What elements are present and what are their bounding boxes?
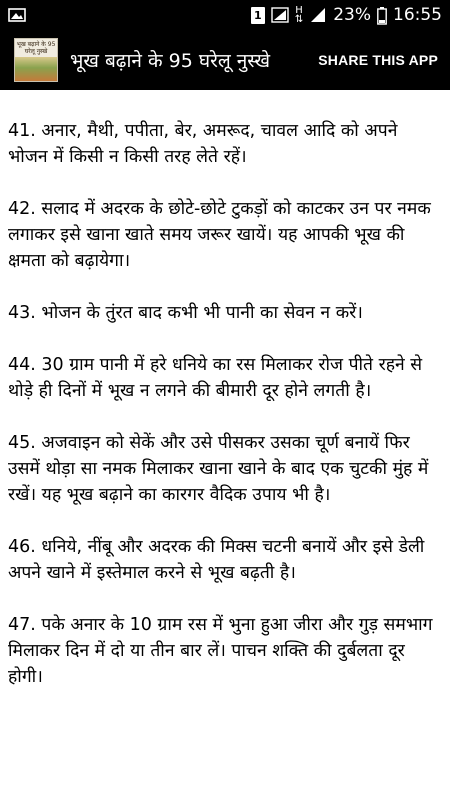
signal-strength-icon: [271, 7, 289, 23]
app-bar: [0, 30, 450, 90]
content-scroll-area[interactable]: [0, 90, 450, 800]
battery-percent: 23%: [333, 5, 371, 25]
status-left: [8, 7, 26, 23]
signal-bars-icon: [309, 7, 327, 23]
image-notification-icon: [8, 7, 26, 23]
sim-slot-badge: 1: [251, 7, 265, 24]
tip-item: 46. धनिये, नींबू और अदरक की मिक्स चटनी बनायें और इसे डेली अपने खाने में इस्तेमाल करने से भूख बढ़ती है।: [8, 537, 425, 583]
tip-item: 45. अजवाइन को सेकें और उसे पीसकर उसका चूर्ण बनायें फिर उसमें थोड़ा सा नमक मिलाकर खाना खाने के बाद एक चुटकी मुंह में रखें। यह भूख बढ़ाने का कारगर वैदिक उपाय भी है।: [8, 433, 429, 505]
share-app-button[interactable]: SHARE THIS APP: [318, 52, 438, 68]
app-title: भूख बढ़ाने के 95 घरेलू नुस्खे: [70, 50, 271, 72]
tip-item: 42. सलाद में अदरक के छोटे-छोटे टुकड़ों को काटकर उन पर नमक लगाकर इसे खाना खाते समय जरूर खायें। यह आपकी भूख की क्षमता को बढ़ायेगा।: [8, 199, 431, 271]
network-type-indicator: [295, 6, 303, 24]
tip-item: 43. भोजन के तुंरत बाद कभी भी पानी का सेवन न करें।: [8, 303, 363, 323]
network-type-label: H: [295, 5, 303, 16]
battery-icon: [377, 7, 387, 23]
app-logo-text: भूख बढ़ाने के 95 घरेलू नुस्खे: [16, 41, 56, 55]
app-logo: [14, 38, 58, 82]
data-arrows-icon: ⇅: [294, 14, 304, 25]
status-bar: [0, 0, 450, 30]
clock: 16:55: [393, 5, 442, 25]
status-right: [251, 5, 442, 25]
app-logo-image: [15, 57, 57, 81]
tip-item: 41. अनार, मैथी, पपीता, बेर, अमरूद, चावल आदि को अपने भोजन में किसी न किसी तरह लेते रहें।: [8, 121, 398, 167]
tip-item: 44. 30 ग्राम पानी में हरे धनिये का रस मिलाकर रोज पीते रहने से थोड़े ही दिनों में भूख न लगने की बीमारी दूर होने लगती है।: [8, 355, 423, 401]
tip-item: 47. पके अनार के 10 ग्राम रस में भुना हुआ जीरा और गुड़ समभाग मिलाकर दिन में दो या तीन बार लें। पाचन शक्ति की दुर्बलता दूर होगी।: [8, 615, 433, 687]
